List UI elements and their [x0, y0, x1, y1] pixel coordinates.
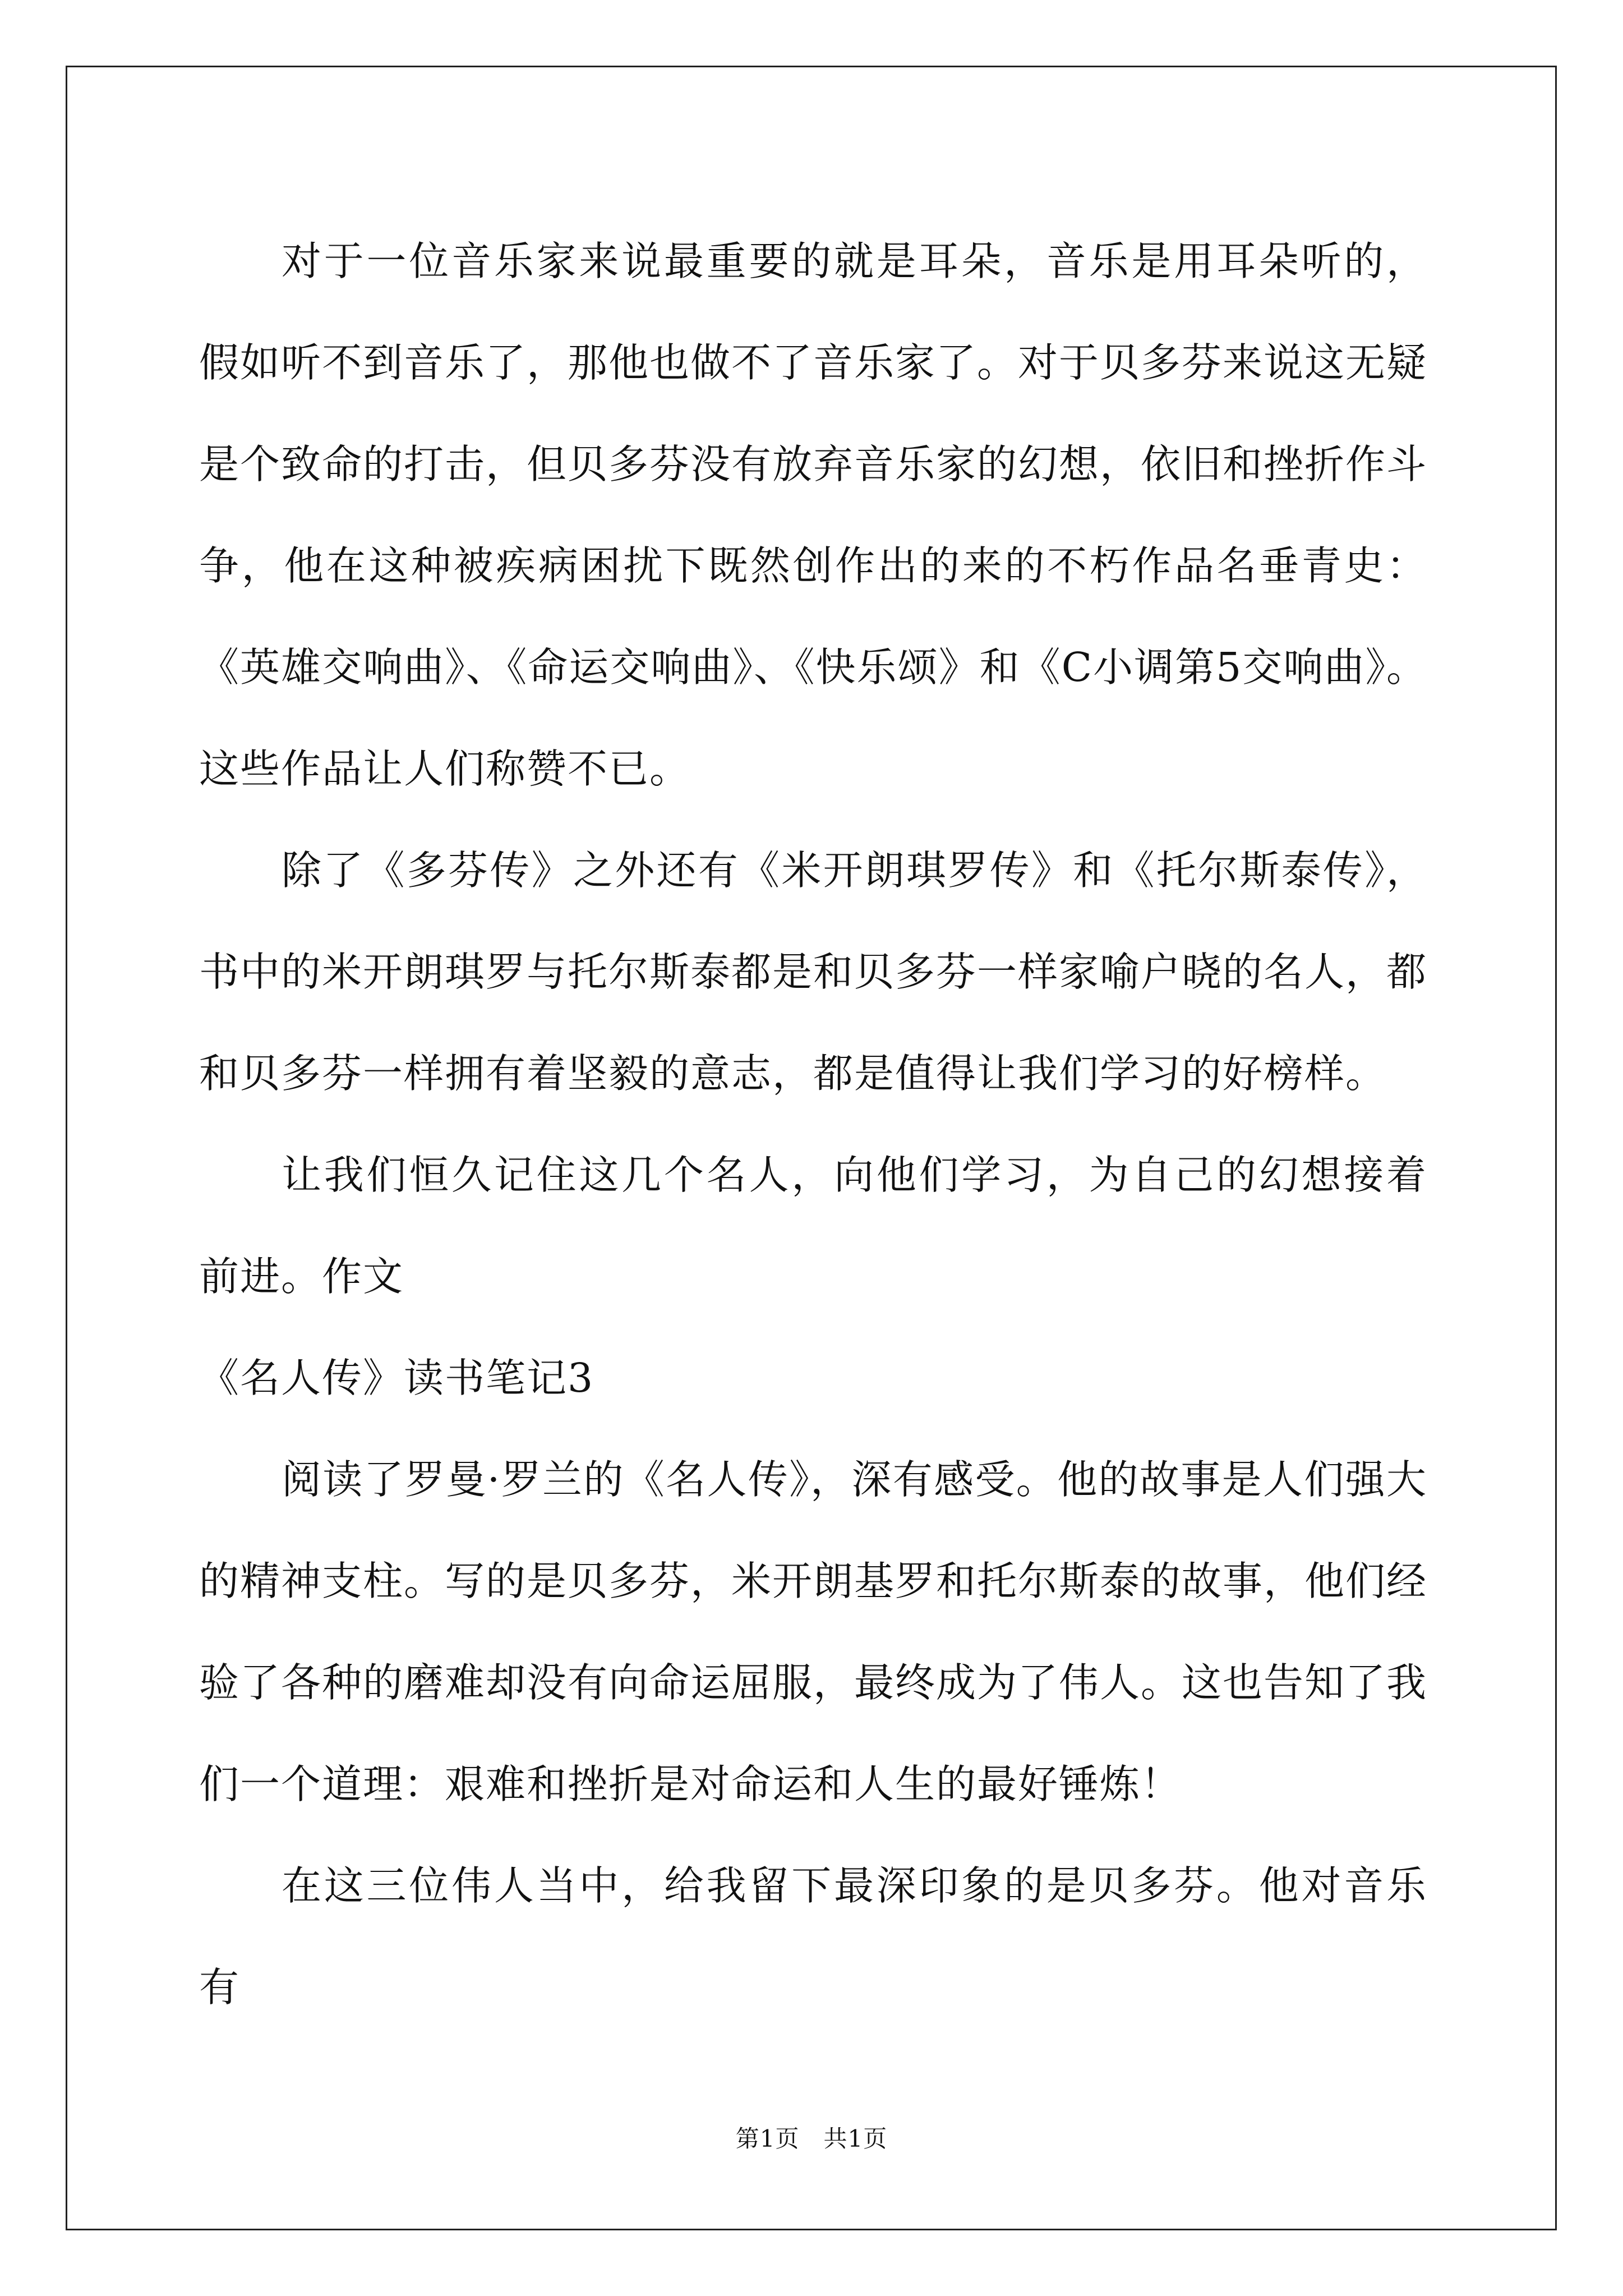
paragraph-reading-romain-rolland: 阅读了罗曼·罗兰的《名人传》，深有感受。他的故事是人们强大的精神支柱。写的是贝多芬，米开朗基罗和托尔斯泰的故事，他们经验了各种的磨难却没有向命运屈服，最终成为了伟人。这也告知了我们一个道理：艰难和挫折是对命运和人生的最好锤炼！: [199, 1456, 1428, 1807]
document-body: [199, 210, 1427, 2038]
page-number-footer: 第1页 共1页: [735, 2125, 888, 2152]
section-heading: 《名人传》读书笔记3: [199, 1355, 594, 1401]
paragraph-remember-famous: 让我们恒久记住这几个名人，向他们学习，为自己的幻想接着前进。作文: [199, 1152, 1427, 1300]
paragraph-beethoven-ears: 对于一位音乐家来说最重要的就是耳朵，音乐是用耳朵听的，假如听不到音乐了，那他也做不了音乐家了。对于贝多芬来说这无疑是个致命的打击，但贝多芬没有放弃音乐家的幻想，依旧和挫折作斗争，他在这种被疾病困扰下既然创作出的来的不朽作品名垂青史：《英雄交响曲》、《命运交响曲》、《快乐颂》和《C小调第5交响曲》。这些作品让人们称赞不已。: [199, 238, 1428, 792]
paragraph-other-biographies: 除了《多芬传》之外还有《米开朗琪罗传》和《托尔斯泰传》，书中的米开朗琪罗与托尔斯泰都是和贝多芬一样家喻户晓的名人，都和贝多芬一样拥有着坚毅的意志，都是值得让我们学习的好榜样。: [199, 847, 1428, 1097]
paragraph-three-greats: 在这三位伟人当中，给我留下最深印象的是贝多芬。他对音乐有: [199, 1862, 1427, 2010]
